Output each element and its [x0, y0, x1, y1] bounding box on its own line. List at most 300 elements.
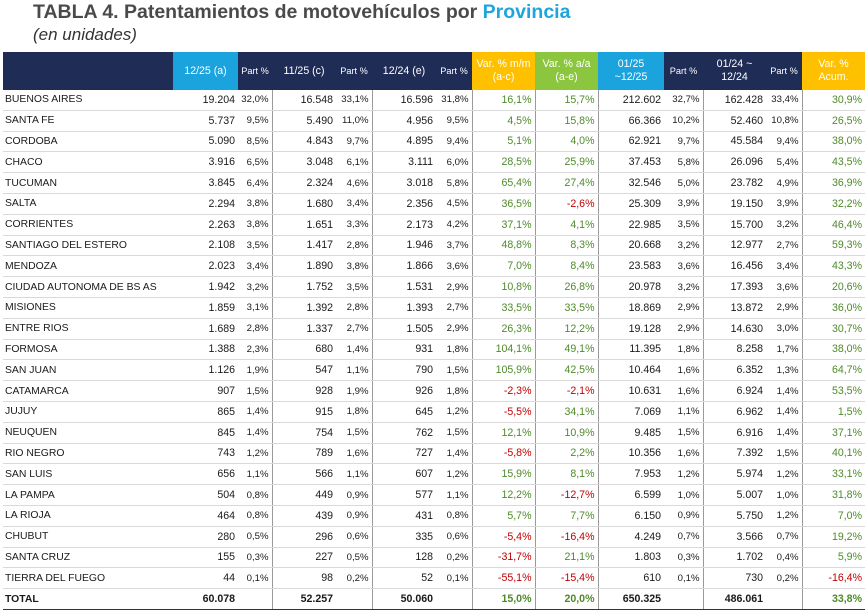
cell-var-aa: 27,4%: [535, 173, 598, 194]
cell-units-12-24: 1.946: [372, 235, 436, 256]
cell-var-mm: 104,1%: [472, 339, 535, 360]
header-part-12-25: Part %: [238, 52, 272, 90]
cell-part-acum-24: 2,7%: [766, 235, 802, 256]
cell-units-11-25: 2.324: [272, 173, 336, 194]
cell-part-acum-25: 1,0%: [664, 485, 703, 506]
cell-var-mm: 36,5%: [472, 193, 535, 214]
cell-part-12-24: 31,8%: [436, 90, 472, 110]
table-row: [3, 464, 865, 485]
title-highlight: Provincia: [482, 1, 571, 23]
cell-part-11-25: 0,9%: [336, 485, 372, 506]
cell-part-12-24: 9,5%: [436, 110, 472, 131]
cell-province: TOTAL: [3, 589, 173, 610]
cell-var-aa: 2,2%: [535, 443, 598, 464]
cell-part-12-25: 0,8%: [238, 485, 272, 506]
cell-units-acum-25: 10.464: [598, 360, 664, 381]
cell-part-acum-24: 1,0%: [766, 485, 802, 506]
cell-var-aa: 25,9%: [535, 152, 598, 173]
cell-part-11-25: 2,8%: [336, 235, 372, 256]
cell-var-mm: -31,7%: [472, 547, 535, 568]
cell-units-12-25: 865: [173, 401, 238, 422]
cell-units-11-25: 928: [272, 381, 336, 402]
cell-province: CORDOBA: [3, 131, 173, 152]
cell-part-acum-24: 1,4%: [766, 381, 802, 402]
cell-units-acum-24: 16.456: [703, 256, 766, 277]
cell-units-acum-25: 6.599: [598, 485, 664, 506]
cell-units-11-25: 1.651: [272, 214, 336, 235]
cell-part-acum-25: 5,8%: [664, 152, 703, 173]
cell-var-aa: 4,0%: [535, 131, 598, 152]
cell-units-acum-24: 6.962: [703, 401, 766, 422]
cell-part-11-25: 0,5%: [336, 547, 372, 568]
cell-province: FORMOSA: [3, 339, 173, 360]
cell-province: CORRIENTES: [3, 214, 173, 235]
cell-var-mm: 28,5%: [472, 152, 535, 173]
cell-province: BUENOS AIRES: [3, 90, 173, 110]
header-province: [3, 52, 173, 90]
cell-province: NEUQUEN: [3, 422, 173, 443]
cell-var-acum: 64,7%: [802, 360, 865, 381]
cell-units-12-24: 2.173: [372, 214, 436, 235]
table-row: [3, 485, 865, 506]
cell-part-12-25: 1,2%: [238, 443, 272, 464]
cell-units-acum-24: 162.428: [703, 90, 766, 110]
cell-var-acum: 5,9%: [802, 547, 865, 568]
cell-part-acum-25: 1,8%: [664, 339, 703, 360]
cell-units-12-24: 3.111: [372, 152, 436, 173]
cell-units-acum-25: 6.150: [598, 505, 664, 526]
cell-part-12-25: 6,5%: [238, 152, 272, 173]
table-row: [3, 547, 865, 568]
cell-part-12-24: 6,0%: [436, 152, 472, 173]
cell-part-acum-25: 0,3%: [664, 547, 703, 568]
cell-var-acum: 59,3%: [802, 235, 865, 256]
cell-var-mm: 65,4%: [472, 173, 535, 194]
cell-var-aa: 4,1%: [535, 214, 598, 235]
cell-part-acum-25: 10,2%: [664, 110, 703, 131]
cell-units-12-25: 280: [173, 526, 238, 547]
cell-units-12-25: 19.204: [173, 90, 238, 110]
cell-var-acum: 30,7%: [802, 318, 865, 339]
cell-units-acum-24: 3.566: [703, 526, 766, 547]
title-prefix: TABLA 4. Patentamientos de motovehículos por: [33, 1, 483, 23]
table-row: [3, 193, 865, 214]
cell-units-12-24: 3.018: [372, 173, 436, 194]
cell-part-acum-25: 0,1%: [664, 568, 703, 589]
cell-province: CIUDAD AUTONOMA DE BS AS: [3, 277, 173, 298]
cell-part-12-25: 2,8%: [238, 318, 272, 339]
cell-part-11-25: 1,8%: [336, 401, 372, 422]
cell-units-12-25: 1.689: [173, 318, 238, 339]
cell-var-aa: 8,4%: [535, 256, 598, 277]
cell-province: JUJUY: [3, 401, 173, 422]
header-part-11-25: Part %: [336, 52, 372, 90]
cell-part-12-25: 1,1%: [238, 464, 272, 485]
cell-part-12-24: [436, 589, 472, 610]
cell-part-acum-24: 1,7%: [766, 339, 802, 360]
cell-province: SAN JUAN: [3, 360, 173, 381]
cell-units-acum-25: 20.668: [598, 235, 664, 256]
cell-part-acum-24: 3,6%: [766, 277, 802, 298]
cell-part-12-24: 1,4%: [436, 443, 472, 464]
cell-units-12-24: 727: [372, 443, 436, 464]
total-row: [3, 589, 865, 610]
cell-var-acum: 53,5%: [802, 381, 865, 402]
cell-part-12-24: 4,2%: [436, 214, 472, 235]
cell-units-acum-24: 1.702: [703, 547, 766, 568]
cell-part-acum-25: 3,2%: [664, 277, 703, 298]
cell-units-acum-24: 12.977: [703, 235, 766, 256]
cell-part-acum-24: 4,9%: [766, 173, 802, 194]
cell-part-acum-25: 0,9%: [664, 505, 703, 526]
cell-province: TIERRA DEL FUEGO: [3, 568, 173, 589]
cell-units-12-25: 5.090: [173, 131, 238, 152]
cell-part-11-25: 1,5%: [336, 422, 372, 443]
cell-part-12-24: 3,7%: [436, 235, 472, 256]
table-row: [3, 90, 865, 110]
cell-province: SANTIAGO DEL ESTERO: [3, 235, 173, 256]
cell-part-12-25: 3,2%: [238, 277, 272, 298]
cell-var-aa: 26,8%: [535, 277, 598, 298]
cell-units-12-25: 155: [173, 547, 238, 568]
cell-units-11-25: 227: [272, 547, 336, 568]
cell-part-12-25: 3,8%: [238, 214, 272, 235]
cell-units-12-25: 845: [173, 422, 238, 443]
cell-part-acum-25: 2,9%: [664, 297, 703, 318]
table-row: [3, 568, 865, 589]
cell-part-acum-25: 3,5%: [664, 214, 703, 235]
cell-part-11-25: 4,6%: [336, 173, 372, 194]
cell-units-12-24: 2.356: [372, 193, 436, 214]
cell-var-acum: 40,1%: [802, 443, 865, 464]
cell-units-11-25: 789: [272, 443, 336, 464]
cell-part-acum-24: 3,9%: [766, 193, 802, 214]
cell-units-12-25: 743: [173, 443, 238, 464]
cell-units-12-24: 50.060: [372, 589, 436, 610]
cell-province: LA RIOJA: [3, 505, 173, 526]
cell-var-aa: 20,0%: [535, 589, 598, 610]
cell-part-12-25: 1,4%: [238, 422, 272, 443]
cell-var-mm: 12,1%: [472, 422, 535, 443]
cell-units-acum-25: 11.395: [598, 339, 664, 360]
cell-part-12-24: 1,8%: [436, 381, 472, 402]
cell-part-12-25: 9,5%: [238, 110, 272, 131]
cell-part-12-25: 0,5%: [238, 526, 272, 547]
cell-var-acum: 37,1%: [802, 422, 865, 443]
cell-var-aa: 7,7%: [535, 505, 598, 526]
cell-units-acum-24: 730: [703, 568, 766, 589]
cell-part-12-25: 2,3%: [238, 339, 272, 360]
cell-units-11-25: 1.337: [272, 318, 336, 339]
cell-units-acum-24: 26.096: [703, 152, 766, 173]
cell-part-12-24: 0,1%: [436, 568, 472, 589]
cell-part-12-25: 8,5%: [238, 131, 272, 152]
cell-part-11-25: 1,1%: [336, 464, 372, 485]
cell-part-11-25: 1,6%: [336, 443, 372, 464]
cell-units-12-25: 2.108: [173, 235, 238, 256]
cell-var-mm: -5,8%: [472, 443, 535, 464]
cell-units-12-25: 1.126: [173, 360, 238, 381]
table-row: [3, 505, 865, 526]
cell-var-aa: 33,5%: [535, 297, 598, 318]
cell-units-acum-24: 8.258: [703, 339, 766, 360]
cell-units-12-24: 762: [372, 422, 436, 443]
table-row: [3, 422, 865, 443]
cell-part-12-24: 1,2%: [436, 464, 472, 485]
cell-province: LA PAMPA: [3, 485, 173, 506]
table-row: [3, 381, 865, 402]
cell-part-acum-24: [766, 589, 802, 610]
cell-province: CATAMARCA: [3, 381, 173, 402]
cell-part-acum-25: 1,6%: [664, 360, 703, 381]
cell-units-12-24: 431: [372, 505, 436, 526]
cell-units-12-24: 128: [372, 547, 436, 568]
cell-var-acum: 43,5%: [802, 152, 865, 173]
cell-province: TUCUMAN: [3, 173, 173, 194]
cell-part-acum-25: 3,2%: [664, 235, 703, 256]
cell-var-aa: 21,1%: [535, 547, 598, 568]
cell-part-12-24: 2,7%: [436, 297, 472, 318]
cell-units-11-25: 915: [272, 401, 336, 422]
cell-part-acum-24: 1,3%: [766, 360, 802, 381]
header-acum-24: 01/24 ~ 12/24: [703, 52, 766, 90]
cell-units-acum-25: 37.453: [598, 152, 664, 173]
cell-var-acum: 30,9%: [802, 90, 865, 110]
cell-part-12-25: 32,0%: [238, 90, 272, 110]
cell-part-12-25: 3,5%: [238, 235, 272, 256]
cell-part-12-25: 1,4%: [238, 401, 272, 422]
cell-part-11-25: 3,5%: [336, 277, 372, 298]
cell-var-mm: 15,9%: [472, 464, 535, 485]
cell-province: CHACO: [3, 152, 173, 173]
cell-units-12-25: 1.942: [173, 277, 238, 298]
cell-part-12-24: 4,5%: [436, 193, 472, 214]
cell-part-acum-24: 3,0%: [766, 318, 802, 339]
cell-part-acum-25: 2,9%: [664, 318, 703, 339]
cell-part-acum-25: 0,7%: [664, 526, 703, 547]
table-row: [3, 131, 865, 152]
cell-part-acum-25: 1,6%: [664, 381, 703, 402]
cell-var-mm: 4,5%: [472, 110, 535, 131]
cell-units-acum-25: 650.325: [598, 589, 664, 610]
cell-part-12-24: 3,6%: [436, 256, 472, 277]
cell-var-aa: 12,2%: [535, 318, 598, 339]
cell-var-acum: 32,2%: [802, 193, 865, 214]
cell-part-11-25: 1,1%: [336, 360, 372, 381]
cell-part-12-25: 0,1%: [238, 568, 272, 589]
cell-part-12-25: 3,4%: [238, 256, 272, 277]
cell-units-acum-24: 7.392: [703, 443, 766, 464]
table-row: [3, 256, 865, 277]
cell-part-12-24: 2,9%: [436, 318, 472, 339]
cell-var-acum: 26,5%: [802, 110, 865, 131]
header-11-25: 11/25 (c): [272, 52, 336, 90]
header-part-acum-25: Part %: [664, 52, 703, 90]
cell-part-12-25: 3,1%: [238, 297, 272, 318]
cell-var-acum: 31,8%: [802, 485, 865, 506]
cell-part-acum-24: 1,2%: [766, 505, 802, 526]
cell-part-acum-24: 2,9%: [766, 297, 802, 318]
header-acum-25: 01/25 ~12/25: [598, 52, 664, 90]
cell-units-acum-25: 9.485: [598, 422, 664, 443]
cell-var-acum: 33,8%: [802, 589, 865, 610]
cell-units-12-24: 4.956: [372, 110, 436, 131]
cell-part-12-24: 0,8%: [436, 505, 472, 526]
cell-var-mm: 7,0%: [472, 256, 535, 277]
cell-part-12-24: 1,1%: [436, 485, 472, 506]
cell-units-12-25: 1.859: [173, 297, 238, 318]
cell-var-mm: 5,1%: [472, 131, 535, 152]
header-var-mm: Var. % m/m (a-c): [472, 52, 535, 90]
cell-units-11-25: 439: [272, 505, 336, 526]
cell-part-12-25: 3,8%: [238, 193, 272, 214]
cell-part-11-25: 0,6%: [336, 526, 372, 547]
cell-var-mm: -5,4%: [472, 526, 535, 547]
cell-units-11-25: 1.890: [272, 256, 336, 277]
cell-part-acum-24: 33,4%: [766, 90, 802, 110]
cell-units-acum-25: 66.366: [598, 110, 664, 131]
cell-part-11-25: 3,8%: [336, 256, 372, 277]
cell-units-acum-25: 10.356: [598, 443, 664, 464]
cell-units-11-25: 1.392: [272, 297, 336, 318]
cell-units-acum-24: 45.584: [703, 131, 766, 152]
table-row: [3, 152, 865, 173]
cell-units-acum-25: 62.921: [598, 131, 664, 152]
cell-units-acum-24: 19.150: [703, 193, 766, 214]
cell-units-acum-24: 6.924: [703, 381, 766, 402]
cell-var-aa: 42,5%: [535, 360, 598, 381]
cell-units-acum-25: 25.309: [598, 193, 664, 214]
cell-var-mm: 10,8%: [472, 277, 535, 298]
cell-part-12-24: 1,2%: [436, 401, 472, 422]
cell-part-12-24: 0,6%: [436, 526, 472, 547]
cell-part-12-24: 1,5%: [436, 360, 472, 381]
cell-var-mm: 48,8%: [472, 235, 535, 256]
cell-var-acum: 38,0%: [802, 131, 865, 152]
cell-part-acum-25: 1,1%: [664, 401, 703, 422]
cell-part-acum-24: 0,4%: [766, 547, 802, 568]
cell-units-12-24: 931: [372, 339, 436, 360]
cell-units-acum-24: 5.007: [703, 485, 766, 506]
cell-units-12-24: 335: [372, 526, 436, 547]
cell-units-12-25: 3.916: [173, 152, 238, 173]
cell-units-11-25: 5.490: [272, 110, 336, 131]
cell-var-mm: 16,1%: [472, 90, 535, 110]
cell-units-11-25: 98: [272, 568, 336, 589]
cell-part-12-25: 0,3%: [238, 547, 272, 568]
cell-units-11-25: 1.680: [272, 193, 336, 214]
cell-var-acum: 33,1%: [802, 464, 865, 485]
cell-part-12-24: 0,2%: [436, 547, 472, 568]
cell-var-mm: 15,0%: [472, 589, 535, 610]
cell-units-11-25: 449: [272, 485, 336, 506]
title-block: [0, 0, 867, 52]
cell-units-12-25: 1.388: [173, 339, 238, 360]
cell-units-12-25: 907: [173, 381, 238, 402]
cell-part-11-25: 0,9%: [336, 505, 372, 526]
cell-part-12-24: 1,8%: [436, 339, 472, 360]
cell-units-acum-24: 5.974: [703, 464, 766, 485]
cell-units-acum-24: 23.782: [703, 173, 766, 194]
table-row: [3, 110, 865, 131]
cell-var-aa: 15,7%: [535, 90, 598, 110]
cell-part-11-25: 1,4%: [336, 339, 372, 360]
cell-units-12-24: 926: [372, 381, 436, 402]
cell-province: SANTA CRUZ: [3, 547, 173, 568]
cell-units-11-25: 566: [272, 464, 336, 485]
cell-units-12-24: 577: [372, 485, 436, 506]
cell-part-acum-25: 3,9%: [664, 193, 703, 214]
cell-part-12-24: 5,8%: [436, 173, 472, 194]
cell-province: RIO NEGRO: [3, 443, 173, 464]
cell-units-acum-24: 15.700: [703, 214, 766, 235]
cell-units-acum-24: 17.393: [703, 277, 766, 298]
cell-units-11-25: 52.257: [272, 589, 336, 610]
cell-units-11-25: 754: [272, 422, 336, 443]
cell-units-12-25: 60.078: [173, 589, 238, 610]
cell-var-acum: 7,0%: [802, 505, 865, 526]
cell-part-11-25: 9,7%: [336, 131, 372, 152]
cell-province: MISIONES: [3, 297, 173, 318]
cell-var-acum: 36,0%: [802, 297, 865, 318]
cell-part-acum-25: 9,7%: [664, 131, 703, 152]
table-row: [3, 360, 865, 381]
cell-var-mm: -55,1%: [472, 568, 535, 589]
cell-units-12-25: 2.023: [173, 256, 238, 277]
cell-var-mm: -2,3%: [472, 381, 535, 402]
header-part-12-24: Part %: [436, 52, 472, 90]
table-row: [3, 277, 865, 298]
cell-province: ENTRE RIOS: [3, 318, 173, 339]
cell-units-11-25: 1.752: [272, 277, 336, 298]
table-row: [3, 443, 865, 464]
header-var-aa: Var. % a/a (a-e): [535, 52, 598, 90]
cell-part-acum-24: 1,5%: [766, 443, 802, 464]
cell-var-aa: 34,1%: [535, 401, 598, 422]
cell-units-11-25: 547: [272, 360, 336, 381]
cell-units-acum-24: 13.872: [703, 297, 766, 318]
province-table: [3, 52, 865, 610]
cell-part-acum-25: 32,7%: [664, 90, 703, 110]
cell-units-12-25: 504: [173, 485, 238, 506]
cell-part-acum-25: 1,2%: [664, 464, 703, 485]
table-row: [3, 526, 865, 547]
cell-part-acum-25: 1,5%: [664, 422, 703, 443]
cell-var-aa: -2,6%: [535, 193, 598, 214]
cell-part-acum-25: [664, 589, 703, 610]
cell-var-mm: 5,7%: [472, 505, 535, 526]
cell-part-acum-25: 3,6%: [664, 256, 703, 277]
cell-province: SALTA: [3, 193, 173, 214]
header-12-25: 12/25 (a): [173, 52, 238, 90]
cell-var-acum: 43,3%: [802, 256, 865, 277]
cell-part-acum-24: 0,2%: [766, 568, 802, 589]
cell-units-12-24: 1.393: [372, 297, 436, 318]
cell-part-acum-24: 3,2%: [766, 214, 802, 235]
cell-units-11-25: 4.843: [272, 131, 336, 152]
cell-part-12-25: [238, 589, 272, 610]
cell-units-12-25: 3.845: [173, 173, 238, 194]
cell-units-12-25: 2.263: [173, 214, 238, 235]
cell-units-acum-25: 4.249: [598, 526, 664, 547]
cell-var-aa: 8,1%: [535, 464, 598, 485]
cell-units-12-24: 1.866: [372, 256, 436, 277]
table-row: [3, 318, 865, 339]
cell-units-12-25: 2.294: [173, 193, 238, 214]
cell-part-11-25: 6,1%: [336, 152, 372, 173]
cell-units-acum-25: 20.978: [598, 277, 664, 298]
cell-part-acum-24: 1,4%: [766, 401, 802, 422]
